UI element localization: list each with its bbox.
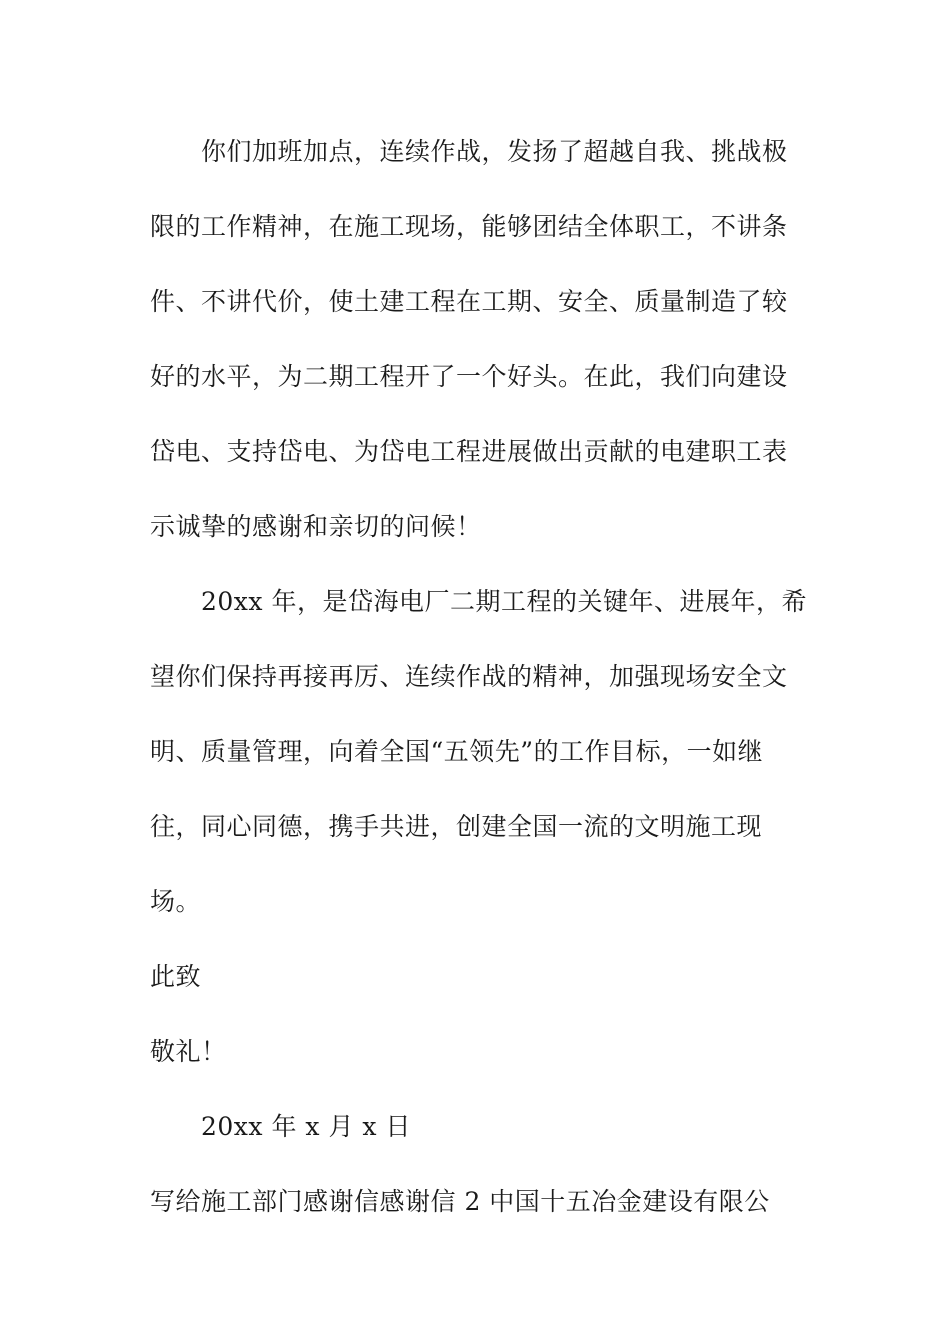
paragraph-2-line-4: 往，同心同德，携手共进，创建全国一流的文明施工现 bbox=[150, 812, 763, 841]
paragraph-2-line-1: 20xx 年，是岱海电厂二期工程的关键年、进展年，希 bbox=[201, 587, 807, 616]
paragraph-1-line-1: 你们加班加点，连续作战，发扬了超越自我、挑战极 bbox=[201, 137, 788, 166]
closing-regards: 敬礼！ bbox=[150, 1037, 227, 1066]
paragraph-1-line-6: 示诚挚的感谢和亲切的问候！ bbox=[150, 512, 482, 541]
paragraph-2-line-3: 明、质量管理，向着全国“五领先”的工作目标，一如继 bbox=[150, 737, 764, 766]
paragraph-2-line-5: 场。 bbox=[150, 887, 202, 916]
letter-date: 20xx 年 x 月 x 日 bbox=[201, 1112, 411, 1141]
paragraph-1-line-5: 岱电、支持岱电、为岱电工程进展做出贡献的电建职工表 bbox=[150, 437, 788, 466]
closing-salutation: 此致 bbox=[150, 962, 202, 991]
paragraph-1-line-3: 件、不讲代价，使土建工程在工期、安全、质量制造了较 bbox=[150, 287, 788, 316]
paragraph-1-line-2: 限的工作精神，在施工现场，能够团结全体职工，不讲条 bbox=[150, 212, 788, 241]
paragraph-1-line-4: 好的水平，为二期工程开了一个好头。在此，我们向建设 bbox=[150, 362, 788, 391]
next-letter-title: 写给施工部门感谢信感谢信 2 中国十五冶金建设有限公 bbox=[150, 1187, 770, 1216]
paragraph-2-line-2: 望你们保持再接再厉、连续作战的精神，加强现场安全文 bbox=[150, 662, 788, 691]
